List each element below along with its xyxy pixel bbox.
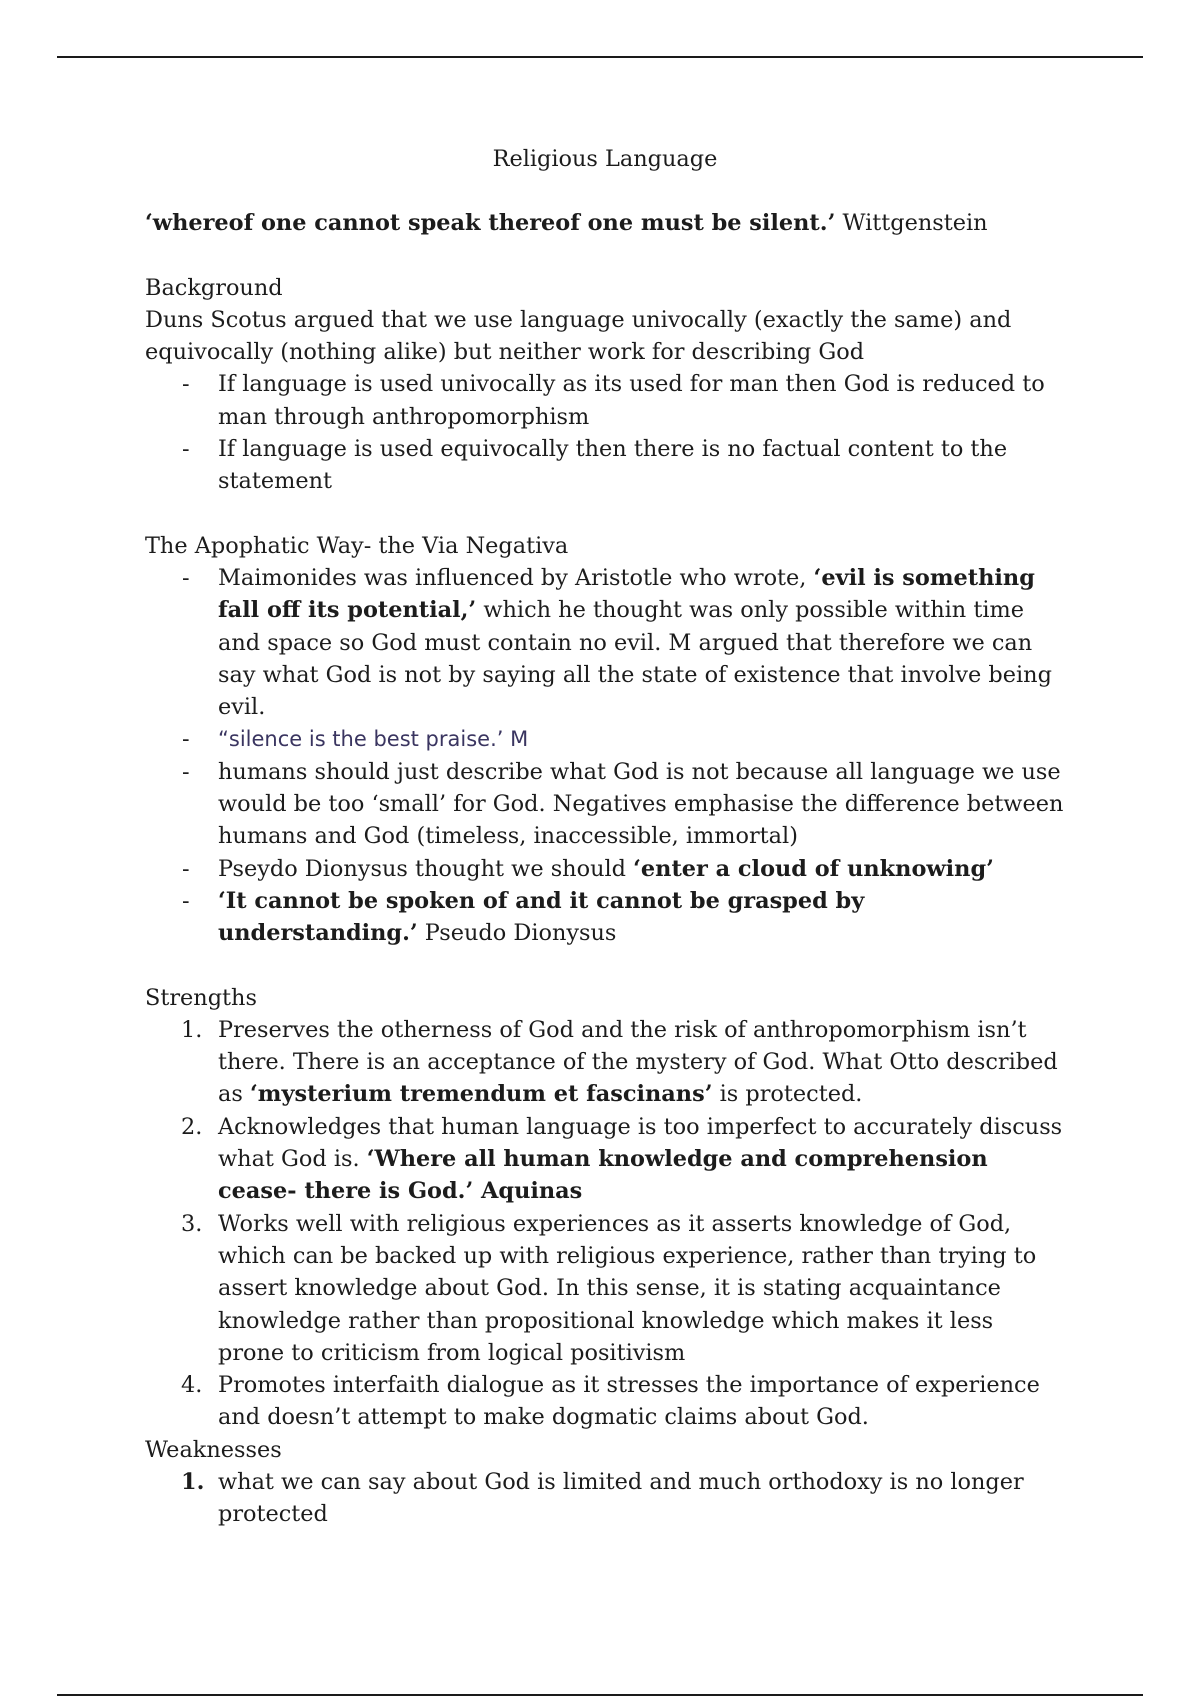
number-marker: 2.	[181, 1113, 203, 1140]
number-marker: 3.	[181, 1210, 203, 1237]
strengths-list	[145, 1014, 1065, 1434]
list-item	[145, 433, 1065, 498]
dionysus-quote: ‘It cannot be spoken of and it cannot be grasped by understanding.’	[218, 887, 865, 947]
document-body	[145, 143, 1065, 1531]
list-item-text: Acknowledges that human language is too imperfect to accurately discuss what God is.	[218, 1113, 1063, 1173]
dash-marker: -	[182, 758, 190, 785]
list-item	[145, 1369, 1065, 1434]
dash-marker: -	[182, 436, 190, 463]
list-item	[145, 885, 1065, 950]
list-item	[145, 853, 1065, 885]
apophatic-list	[145, 562, 1065, 950]
list-item-text: Pseydo Dionysus thought we should	[218, 855, 634, 882]
dash-marker: -	[182, 855, 190, 882]
section-heading-weaknesses: Weaknesses	[145, 1436, 282, 1463]
list-item	[145, 756, 1065, 853]
background-list	[145, 368, 1065, 497]
epigraph	[145, 207, 1065, 239]
section-heading-strengths: Strengths	[145, 984, 257, 1011]
dionysus-quote: ‘enter a cloud of unknowing’	[633, 855, 994, 882]
list-item-text: what we can say about God is limited and much orthodoxy is no longer protected	[218, 1468, 1024, 1528]
list-item-text: Maimonides was influenced by Aristotle who wrote,	[218, 564, 814, 591]
list-item	[145, 368, 1065, 433]
dash-marker: -	[182, 371, 190, 398]
list-item-text: If language is used equivocally then there is no factual content to the statement	[218, 436, 1008, 495]
list-item	[145, 1111, 1065, 1208]
aquinas-quote: ‘Where all human knowledge and comprehension cease- there is God.’ Aquinas	[218, 1146, 988, 1205]
epigraph-author: Wittgenstein	[835, 210, 988, 237]
list-item-text: is protected.	[712, 1081, 863, 1108]
list-item	[145, 1208, 1065, 1369]
number-marker: 1.	[181, 1468, 205, 1495]
list-item	[145, 1014, 1065, 1111]
list-item-text: humans should just describe what God is not because all language we use would be too ‘small’ for God. Negatives emphasise the difference between humans and God (timeless, inaccessible, immortal)	[218, 758, 1064, 850]
page-title: Religious Language	[492, 146, 718, 172]
dash-marker: -	[182, 564, 190, 591]
weaknesses-list	[145, 1466, 1065, 1531]
footer-rule	[57, 1694, 1143, 1696]
list-item	[145, 1466, 1065, 1531]
section-heading-apophatic: The Apophatic Way- the Via Negativa	[145, 532, 569, 559]
list-item-text: If language is used univocally as its used for man then God is reduced to man through anthropomorphism	[218, 371, 1045, 430]
section-heading-background: Background	[145, 274, 283, 301]
otto-quote: ‘mysterium tremendum et fascinans’	[249, 1081, 713, 1108]
epigraph-quote: ‘whereof one cannot speak thereof one must be silent.’	[145, 210, 836, 237]
maimonides-quote: “silence is the best praise.’ M	[218, 727, 529, 752]
list-item-text: Pseudo Dionysus	[417, 920, 617, 947]
dash-marker: -	[182, 887, 190, 914]
dash-marker: -	[182, 726, 190, 753]
list-item-text: Works well with religious experiences as it asserts knowledge of God, which can be backed up with religious experience, rather than trying to assert knowledge about God. In this sense, it is stating acquaintance knowledge rather than propositional knowledge which makes it less prone to criticism from logical positivism	[218, 1210, 1037, 1366]
number-marker: 4.	[181, 1372, 203, 1399]
list-item-text: which he thought was only possible within time and space so God must contain no evil. M argued that therefore we can say what God is not by saying all the state of existence that involve being evil.	[218, 597, 1052, 721]
list-item	[145, 723, 1065, 755]
list-item-text: Preserves the otherness of God and the risk of anthropomorphism isn’t there. There is an acceptance of the mystery of God. What Otto described as	[218, 1016, 1058, 1108]
number-marker: 1.	[181, 1016, 203, 1043]
header-rule	[57, 56, 1143, 58]
background-intro: Duns Scotus argued that we use language univocally (exactly the same) and equivocally (nothing alike) but neither work for describing God	[145, 306, 1012, 366]
list-item	[145, 562, 1065, 723]
aristotle-quote: ‘evil is something fall off its potential,’	[218, 564, 1035, 624]
list-item-text: Promotes interfaith dialogue as it stresses the importance of experience and doesn’t attempt to make dogmatic claims about God.	[218, 1372, 1040, 1431]
